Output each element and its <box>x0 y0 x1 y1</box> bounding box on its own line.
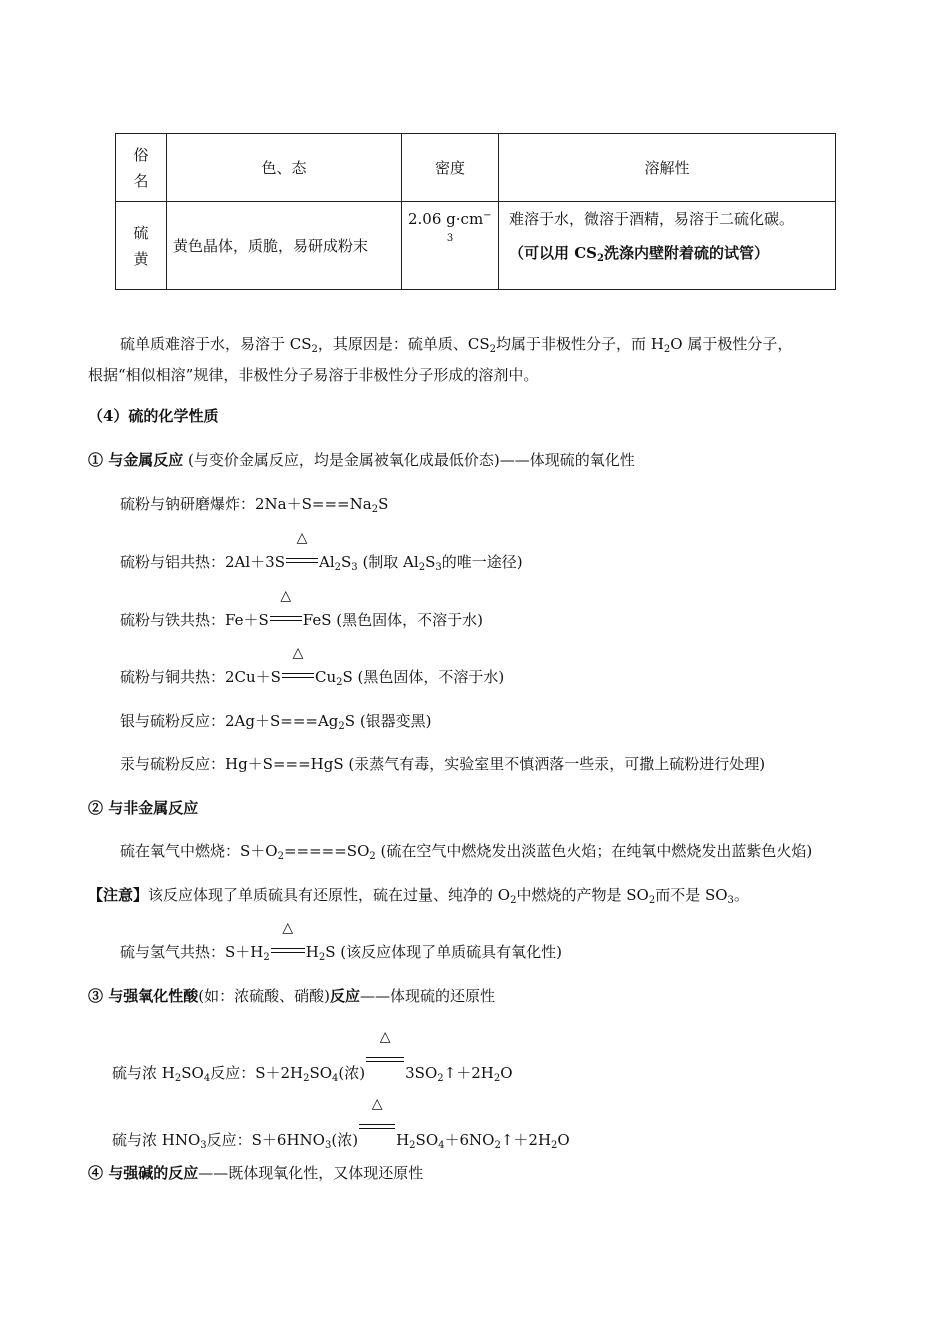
reaction-mercury: 汞与硫粉反应：Hg＋S===HgS (汞蒸气有毒，实验室里不慎洒落一些汞，可撒上硫粉进行处理) <box>120 755 766 773</box>
reaction-silver: 银与硫粉反应：$2Ag+S===Ag_2S$ (银器变黑) <box>120 712 432 732</box>
table-header-row <box>116 134 836 202</box>
reaction-iron: 硫粉与铁共热：Fe＋S △ FeS (黑色固体，不溶于水) <box>120 588 483 629</box>
paragraph-solubility-line1: 硫单质难溶于水，易溶于 $CS_2$，其原因是：硫单质、$CS_2$均属于非极性分子，而 $H_2O$ 属于极性分子， <box>120 335 793 355</box>
heat-condition-icon: △ <box>271 943 305 961</box>
header-common-name: 俗 名 <box>116 134 167 202</box>
heat-condition-icon: △ <box>270 611 302 629</box>
reaction-oxygen: 硫在氧气中燃烧：$S+O_2=====SO_2$ (硫在空气中燃烧发出淡蓝色火焰；在纯氧中燃烧发出蓝紫色火焰) <box>120 842 813 862</box>
subsection-metals-heading: ① 与金属反应 (与变价金属反应，均是金属被氧化成最低价态)——体现硫的氧化性 <box>88 451 635 469</box>
heat-condition-icon: △ <box>359 1119 395 1137</box>
header-color-state: 色、态 <box>167 134 402 202</box>
reaction-aluminum: 硫粉与铝共热：2Al＋3S △ $Al_2S_3$ (制取 $Al_2S_3$的唯一途径) <box>120 530 523 573</box>
reaction-sodium: 硫粉与钠研磨爆炸：$2Na+S===Na_2S$ <box>120 495 389 515</box>
header-solubility: 溶解性 <box>499 134 836 202</box>
cell-color-state: 黄色晶体，质脆，易研成粉末 <box>167 202 402 290</box>
section-title-chemical-properties: （4）硫的化学性质 <box>88 407 219 425</box>
subsection-acids-heading: ③ 与强氧化性酸(如：浓硫酸、硝酸)反应——体现硫的还原性 <box>88 987 495 1005</box>
subsection-nonmetals-heading: ② 与非金属反应 <box>88 799 199 817</box>
cell-solubility: 难溶于水，微溶于酒精，易溶于二硫化碳。 （可以用 $CS_2$洗涤内壁附着硫的试管） <box>499 202 836 290</box>
heat-condition-icon: △ <box>366 1052 404 1070</box>
table-row-sulfur <box>116 202 836 290</box>
paragraph-solubility-line2: 根据“相似相溶”规律，非极性分子易溶于非极性分子形成的溶剂中。 <box>88 366 539 384</box>
cell-density: 2.06 g·cm− 3 <box>402 202 499 290</box>
heat-condition-icon: △ <box>286 553 318 571</box>
cell-common-name: 硫 黄 <box>116 202 167 290</box>
sulfur-properties-table <box>115 133 836 290</box>
note-oxygen: 【注意】该反应体现了单质硫具有还原性，硫在过量、纯净的 $O_2$中燃烧的产物是 $SO_2$而不是 $SO_3$。 <box>88 886 749 906</box>
subsection-bases-heading: ④ 与强碱的反应——既体现氧化性，又体现还原性 <box>88 1164 424 1182</box>
reaction-copper: 硫粉与铜共热：2Cu＋S △ $Cu_2S$ (黑色固体，不溶于水) <box>120 645 505 688</box>
heat-condition-icon: △ <box>282 668 314 686</box>
reaction-hydrogen: 硫与氢气共热：$S+H_2$ △ $H_2S$ (该反应体现了单质硫具有氧化性) <box>120 920 562 963</box>
reaction-sulfuric-acid: 硫与浓 $H_2SO_4$反应：$S+2H_2SO_4$(浓) △ $3SO_2↑+2H_2O$ <box>112 1029 513 1084</box>
header-density: 密度 <box>402 134 499 202</box>
solubility-note: （可以用 $CS_2$洗涤内壁附着硫的试管） <box>509 244 769 264</box>
reaction-nitric-acid: 硫与浓 $HNO_3$反应：$S+6HNO_3$(浓) △ $H_2SO_4+6NO_2↑+2H_2O$ <box>112 1096 570 1151</box>
